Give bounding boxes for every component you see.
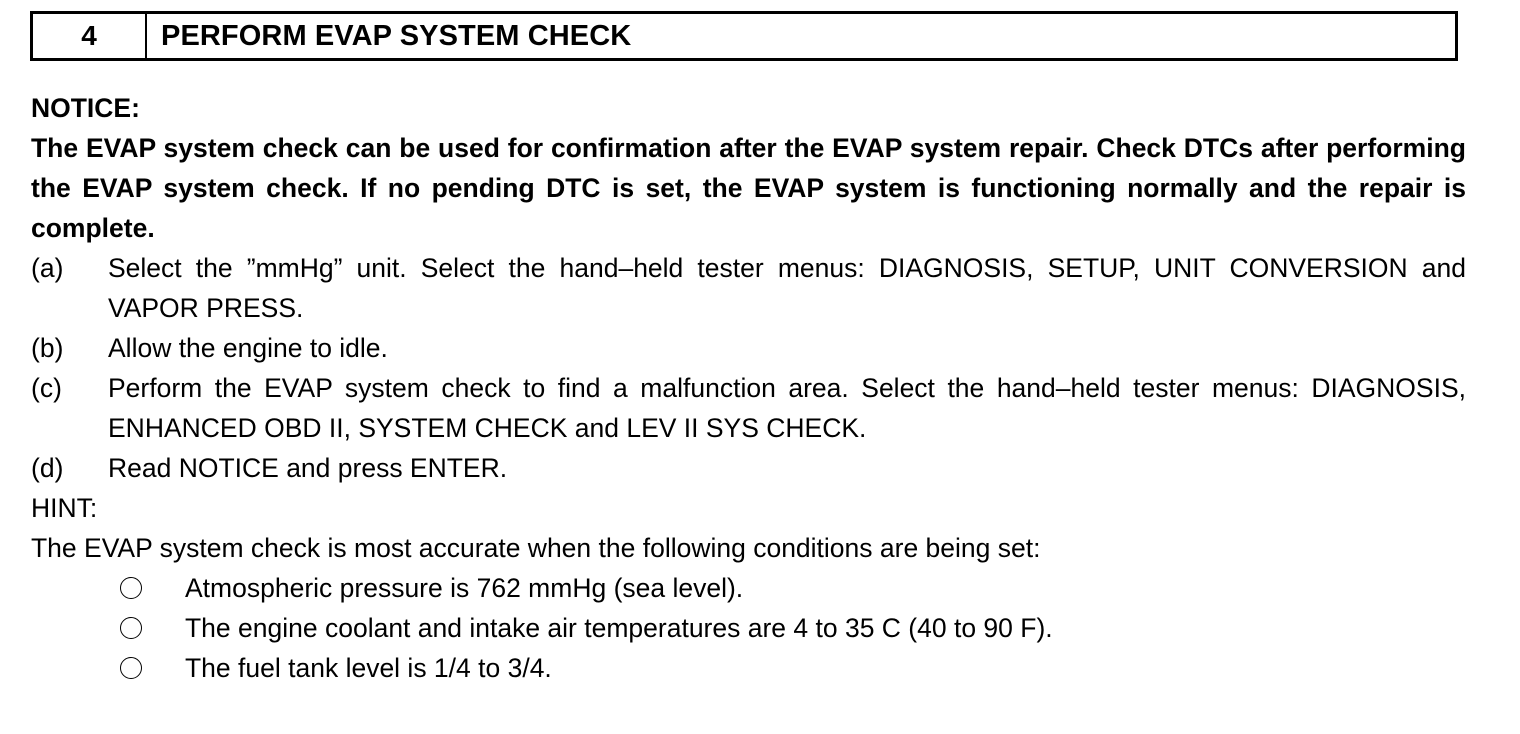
step-title: PERFORM EVAP SYSTEM CHECK (161, 19, 632, 52)
condition-item (31, 648, 1466, 688)
step-label: (d) (31, 453, 64, 483)
condition-item (31, 608, 1466, 648)
condition-text: The fuel tank level is 1/4 to 3/4. (185, 653, 552, 683)
step-text: Read NOTICE and press ENTER. (108, 453, 508, 483)
circle-bullet-icon (120, 657, 142, 679)
condition-text: The engine coolant and intake air temperatures are 4 to 35 C (40 to 90 F). (185, 613, 1053, 643)
step-label: (b) (31, 333, 64, 363)
step-text: Allow the engine to idle. (108, 333, 388, 363)
step-text: Select the ”mmHg” unit. Select the hand–held tester menus: DIAGNOSIS, SETUP, UNIT CONVERSION and VAPOR PRESS. (108, 253, 1466, 323)
circle-bullet-icon (120, 617, 142, 639)
step-item-c (31, 368, 1466, 448)
condition-item (31, 568, 1466, 608)
step-header (30, 11, 1458, 61)
hint-heading: HINT: (31, 493, 98, 523)
notice-heading: NOTICE: (31, 93, 140, 123)
condition-text: Atmospheric pressure is 762 mmHg (sea level). (185, 573, 744, 603)
step-item-d (31, 448, 1466, 488)
step-label: (a) (31, 253, 64, 283)
step-item-a (31, 248, 1466, 328)
hint-intro: The EVAP system check is most accurate when the following conditions are being set: (31, 533, 1041, 563)
circle-bullet-icon (120, 577, 142, 599)
step-label: (c) (31, 373, 62, 403)
step-item-b (31, 328, 1466, 368)
procedure-content (31, 88, 1466, 688)
step-text: Perform the EVAP system check to find a malfunction area. Select the hand–held tester menus: DIAGNOSIS, ENHANCED OBD II, SYSTEM CHECK and LEV II SYS CHECK. (108, 373, 1466, 443)
notice-body: The EVAP system check can be used for confirmation after the EVAP system repair. Check DTCs after performing the EVAP system check. If no pending DTC is set, the EVAP system is functioning normally and the repair is complete. (31, 133, 1466, 243)
step-number: 4 (33, 14, 147, 58)
